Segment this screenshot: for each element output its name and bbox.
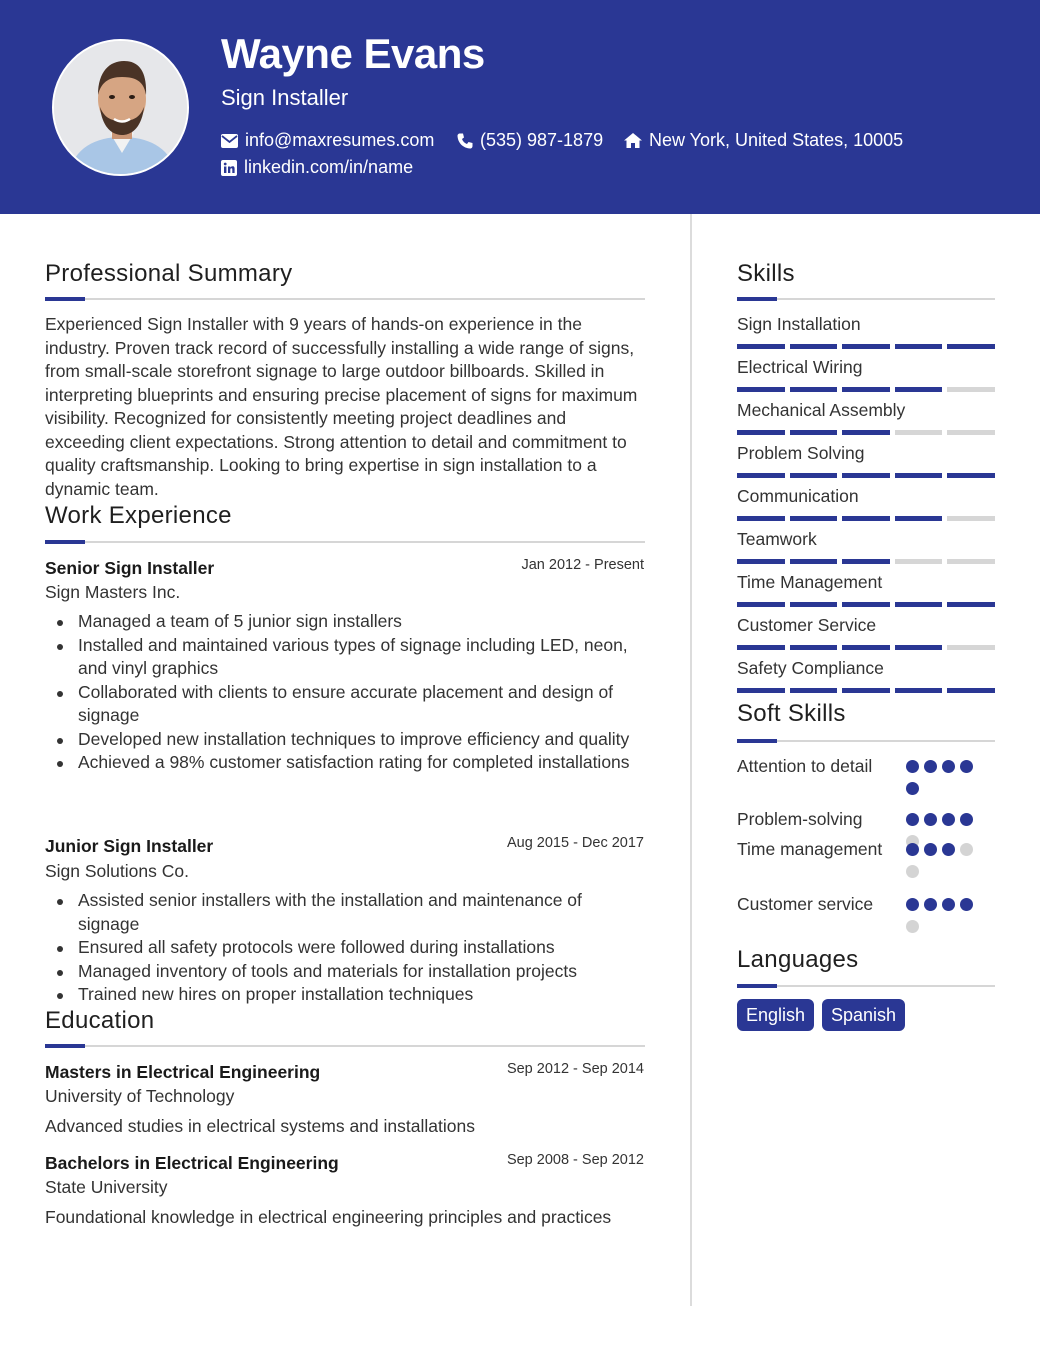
linkedin-text: linkedin.com/in/name xyxy=(244,157,414,177)
skill-rating-segment xyxy=(842,688,890,693)
skill-rating-segment xyxy=(790,645,838,650)
skill-rating-bar xyxy=(737,688,995,693)
skill-rating-segment xyxy=(790,344,838,349)
skill-rating-segment xyxy=(737,688,785,693)
skill-rating-segment xyxy=(737,473,785,478)
soft-skill-rating-dot xyxy=(906,898,919,911)
soft-skill-rating xyxy=(906,760,981,795)
soft-skill-rating xyxy=(906,843,981,878)
skill-rating-segment xyxy=(790,688,838,693)
job-bullet: Achieved a 98% customer satisfaction rating for completed installations xyxy=(78,751,648,775)
skill-name: Time Management xyxy=(737,572,883,592)
skill-rating-segment xyxy=(895,516,943,521)
skill-rating-bar xyxy=(737,559,995,564)
linkedin-icon xyxy=(221,160,237,176)
phone-icon xyxy=(457,133,473,149)
languages-heading: Languages xyxy=(737,946,859,973)
skill-rating-segment xyxy=(842,344,890,349)
soft-skill-rating-dot xyxy=(960,898,973,911)
soft-skill-rating-dot xyxy=(960,843,973,856)
education-rule xyxy=(45,1045,645,1047)
soft-skill-rating-dot xyxy=(960,813,973,826)
skill-rating-segment xyxy=(842,430,890,435)
skill-rating-segment xyxy=(947,559,995,564)
soft-skill-rating-dot xyxy=(906,760,919,773)
soft-skill-rating-dot xyxy=(942,898,955,911)
degree-title: Bachelors in Electrical Engineering xyxy=(45,1153,339,1173)
skill-rating-segment xyxy=(895,473,943,478)
skill-rating-bar xyxy=(737,645,995,650)
soft-skills-rule xyxy=(737,740,995,742)
skill-rating-segment xyxy=(947,688,995,693)
soft-skill-rating-dot xyxy=(942,843,955,856)
job-title: Junior Sign Installer xyxy=(45,836,214,856)
soft-skill-rating-dot xyxy=(924,898,937,911)
degree-title: Masters in Electrical Engineering xyxy=(45,1062,321,1082)
languages-rule xyxy=(737,985,995,987)
skill-name: Teamwork xyxy=(737,529,817,549)
skill-rating-segment xyxy=(790,559,838,564)
school-name: University of Technology xyxy=(45,1086,235,1106)
skill-rating-segment xyxy=(895,559,943,564)
skill-rating-segment xyxy=(947,387,995,392)
skill-rating-segment xyxy=(790,387,838,392)
skill-rating-segment xyxy=(895,344,943,349)
soft-skill-rating xyxy=(906,898,981,933)
skill-rating-segment xyxy=(895,688,943,693)
skill-rating-segment xyxy=(947,430,995,435)
skill-rating-segment xyxy=(895,645,943,650)
skill-rating-segment xyxy=(947,602,995,607)
skill-rating-segment xyxy=(895,430,943,435)
skill-rating-segment xyxy=(895,602,943,607)
skill-rating-bar xyxy=(737,430,995,435)
skill-rating-segment xyxy=(895,387,943,392)
language-badge: Spanish xyxy=(822,999,905,1031)
skill-rating-segment xyxy=(737,387,785,392)
soft-skill-rating-dot xyxy=(906,865,919,878)
location-text: New York, United States, 10005 xyxy=(649,130,904,150)
skill-rating-segment xyxy=(947,516,995,521)
summary-heading: Professional Summary xyxy=(45,260,293,287)
skill-rating-segment xyxy=(737,645,785,650)
skill-rating-segment xyxy=(842,559,890,564)
skill-rating-segment xyxy=(842,473,890,478)
skills-heading: Skills xyxy=(737,260,795,287)
experience-heading: Work Experience xyxy=(45,502,232,529)
resume-header xyxy=(0,0,1040,214)
degree-description: Advanced studies in electrical systems and installations xyxy=(45,1116,475,1136)
skill-rating-segment xyxy=(737,344,785,349)
job-bullet: Trained new hires on proper installation techniques xyxy=(78,983,648,1007)
phone-text: (535) 987-1879 xyxy=(480,130,604,150)
job-bullet: Developed new installation techniques to improve efficiency and quality xyxy=(78,728,648,752)
profile-photo xyxy=(52,39,189,176)
skill-name: Customer Service xyxy=(737,615,877,635)
job-bullet: Managed a team of 5 junior sign installers xyxy=(78,610,648,634)
skill-rating-segment xyxy=(737,602,785,607)
skill-rating-segment xyxy=(842,645,890,650)
skill-rating-segment xyxy=(947,473,995,478)
job-bullet: Collaborated with clients to ensure accurate placement and design of signage xyxy=(78,681,648,728)
degree-description: Foundational knowledge in electrical engineering principles and practices xyxy=(45,1207,612,1227)
skill-rating-bar xyxy=(737,473,995,478)
job-company: Sign Masters Inc. xyxy=(45,582,181,602)
soft-skill-rating-dot xyxy=(924,813,937,826)
degree-dates: Sep 2008 - Sep 2012 xyxy=(506,1152,644,1168)
skill-rating-bar xyxy=(737,516,995,521)
skill-rating-segment xyxy=(790,430,838,435)
soft-skill-name: Attention to detail xyxy=(737,756,873,776)
contact-phone[interactable] xyxy=(457,130,603,151)
soft-skill-rating-dot xyxy=(924,760,937,773)
job-bullet: Ensured all safety protocols were followed during installations xyxy=(78,936,648,960)
job-dates: Jan 2012 - Present xyxy=(521,557,644,573)
summary-text: Experienced Sign Installer with 9 years of hands-on experience in the industry. Proven track record of successfully installing a wide range of signs, from small-scale storefront signage to large outdoor billboards. Skilled in interpreting blueprints and ensuring precise placement of signs for maximum visibility. Recognized for consistently meeting project deadlines and exceeding client expectations. Strong attention to detail and commitment to quality craftsmanship. Looking to bring expertise in sign installation to a dynamic team. xyxy=(45,314,638,499)
skill-rating-segment xyxy=(790,473,838,478)
job-bullet: Assisted senior installers with the installation and maintenance of signage xyxy=(78,889,648,936)
skill-rating-bar xyxy=(737,602,995,607)
skill-rating-segment xyxy=(737,559,785,564)
job-dates: Aug 2015 - Dec 2017 xyxy=(506,835,644,851)
soft-skill-name: Problem-solving xyxy=(737,809,863,829)
email-text: info@maxresumes.com xyxy=(245,130,435,150)
skill-rating-bar xyxy=(737,387,995,392)
education-heading: Education xyxy=(45,1007,155,1034)
contact-linkedin[interactable] xyxy=(221,157,413,178)
skill-name: Safety Compliance xyxy=(737,658,884,678)
candidate-name: Wayne Evans xyxy=(221,30,485,77)
summary-rule xyxy=(45,298,645,300)
skill-rating-segment xyxy=(842,516,890,521)
skill-rating-segment xyxy=(947,344,995,349)
soft-skill-rating-dot xyxy=(906,782,919,795)
soft-skill-rating-dot xyxy=(942,813,955,826)
soft-skill-rating-dot xyxy=(906,920,919,933)
skill-rating-segment xyxy=(790,516,838,521)
soft-skill-rating-dot xyxy=(960,760,973,773)
skill-rating-segment xyxy=(842,602,890,607)
job-company: Sign Solutions Co. xyxy=(45,861,189,881)
job-bullet: Managed inventory of tools and materials for installation projects xyxy=(78,960,648,984)
soft-skill-name: Time management xyxy=(737,839,883,859)
skill-rating-bar xyxy=(737,344,995,349)
school-name: State University xyxy=(45,1177,168,1197)
job-bullets xyxy=(78,610,648,775)
skill-rating-segment xyxy=(790,602,838,607)
skill-name: Mechanical Assembly xyxy=(737,400,906,420)
skills-rule xyxy=(737,298,995,300)
job-bullets xyxy=(78,889,648,1007)
soft-skill-rating-dot xyxy=(906,813,919,826)
skill-name: Electrical Wiring xyxy=(737,357,863,377)
job-title: Senior Sign Installer xyxy=(45,558,215,578)
experience-rule xyxy=(45,541,645,543)
skill-rating-segment xyxy=(737,430,785,435)
skill-rating-segment xyxy=(737,516,785,521)
soft-skill-rating-dot xyxy=(906,843,919,856)
skill-name: Communication xyxy=(737,486,859,506)
soft-skill-rating-dot xyxy=(942,760,955,773)
envelope-icon xyxy=(221,134,238,148)
skill-rating-segment xyxy=(842,387,890,392)
skill-rating-segment xyxy=(947,645,995,650)
soft-skills-heading: Soft Skills xyxy=(737,700,846,727)
degree-dates: Sep 2012 - Sep 2014 xyxy=(506,1061,644,1077)
column-divider xyxy=(690,214,692,1306)
home-icon xyxy=(624,133,642,148)
contact-email[interactable] xyxy=(221,130,434,151)
candidate-role: Sign Installer xyxy=(221,85,349,110)
contact-location xyxy=(624,130,903,151)
skill-name: Sign Installation xyxy=(737,314,861,334)
job-bullet: Installed and maintained various types of signage including LED, neon, and vinyl graphics xyxy=(78,634,648,681)
skill-name: Problem Solving xyxy=(737,443,865,463)
soft-skill-name: Customer service xyxy=(737,894,874,914)
soft-skill-rating-dot xyxy=(924,843,937,856)
language-badge: English xyxy=(737,999,814,1031)
